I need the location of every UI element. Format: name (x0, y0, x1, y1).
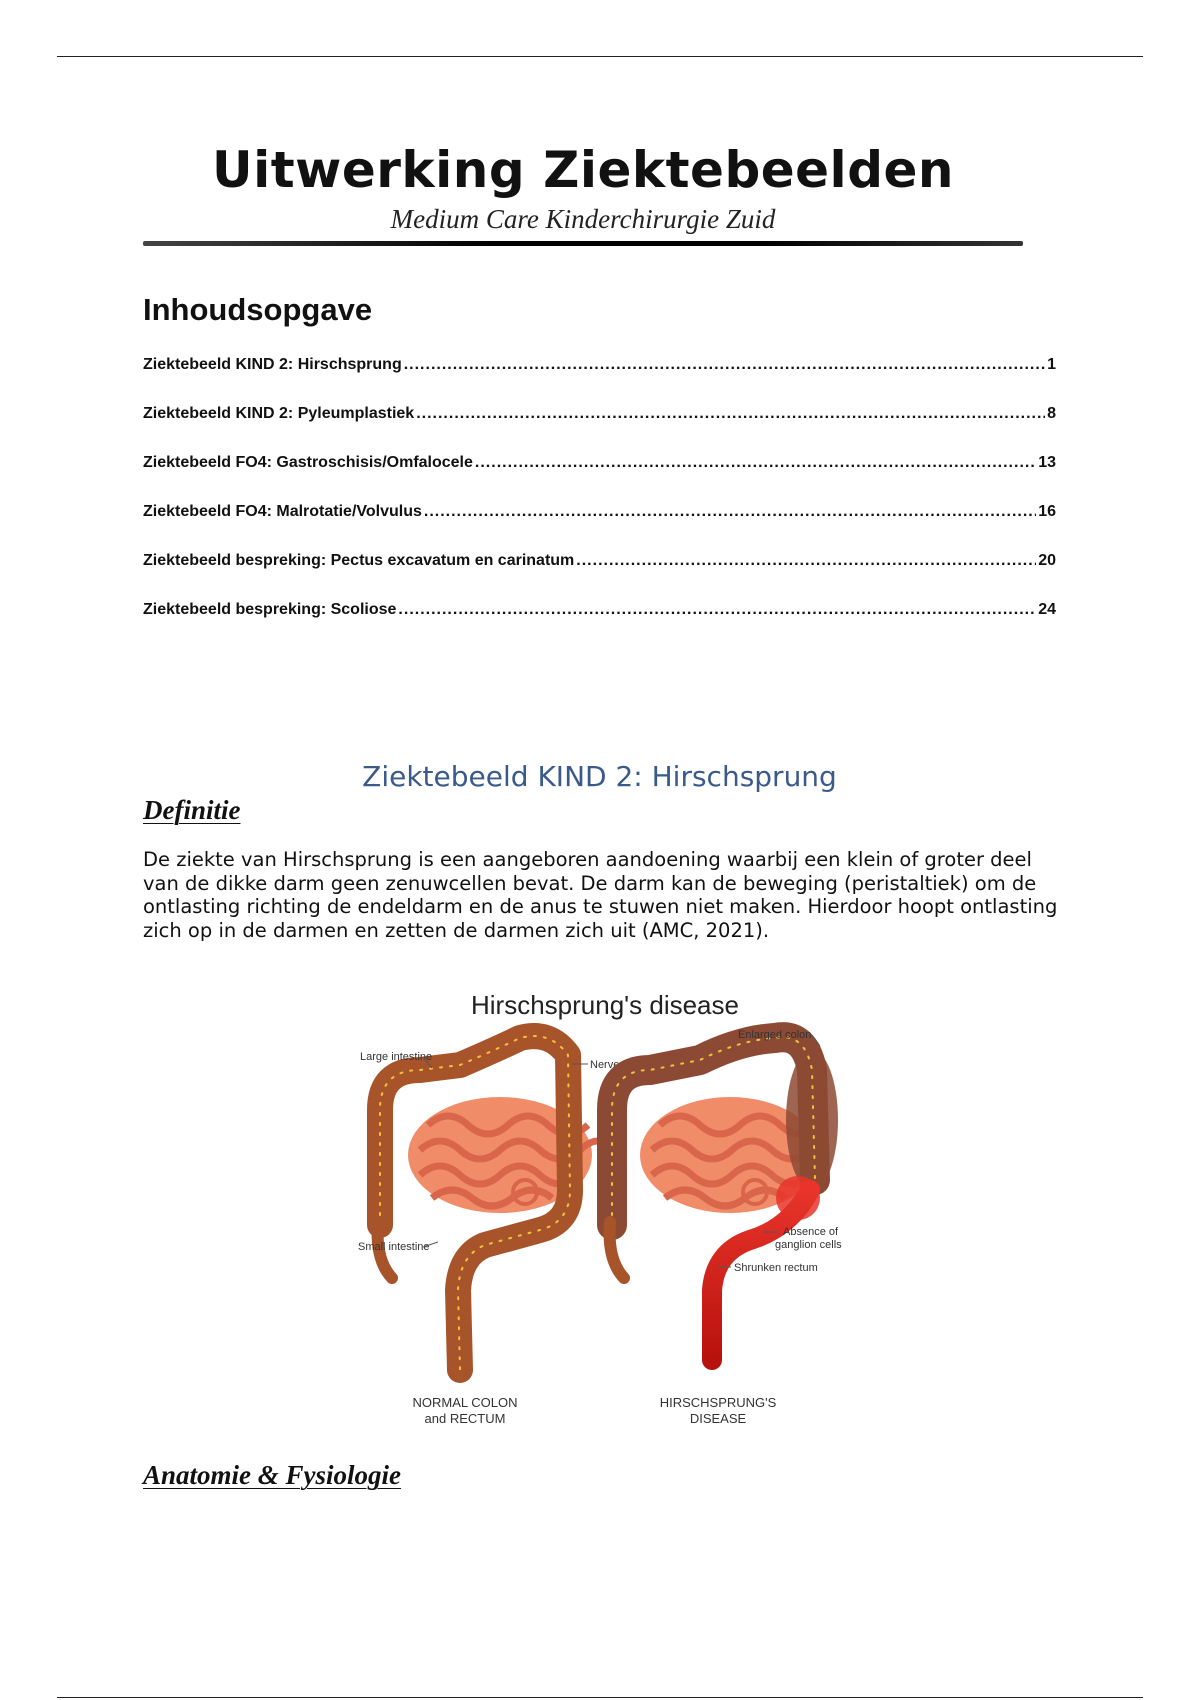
label-absence-line1: Absence of (783, 1226, 839, 1238)
caption-disease-line2: DISEASE (689, 1411, 747, 1426)
toc-entry[interactable] (143, 405, 1056, 454)
toc-entry-page[interactable]: 13 (1038, 454, 1056, 471)
toc-entry-page[interactable]: 24 (1038, 601, 1056, 618)
toc-entry[interactable] (143, 356, 1056, 405)
title-underline (143, 241, 1023, 246)
figure-title: Hirschsprung's disease (471, 990, 739, 1020)
label-enlarged-colon: Enlarged colon (738, 1029, 812, 1041)
toc-heading: Inhoudsopgave (143, 292, 373, 327)
label-nerves: Nerves (590, 1059, 625, 1071)
definition-heading: Definitie (143, 795, 241, 825)
toc-entry-title[interactable]: Ziektebeeld bespreking: Scoliose (143, 601, 397, 618)
document-title-block (143, 140, 1023, 234)
page-bottom-rule (57, 1697, 1143, 1698)
normal-colon-diagram (378, 1036, 610, 1370)
hirschsprung-colon-diagram (610, 1037, 838, 1360)
label-absence-line2: ganglion cells (775, 1239, 842, 1251)
caption-disease-line1: HIRSCHSPRUNG'S (659, 1395, 777, 1410)
toc-entry[interactable] (143, 552, 1056, 601)
label-small-intestine: Small intestine (358, 1241, 430, 1253)
toc-leader-dots (576, 552, 1036, 570)
table-of-contents (143, 356, 1056, 650)
page-top-rule (57, 56, 1143, 57)
toc-leader-dots (398, 601, 1036, 619)
toc-entry[interactable] (143, 503, 1056, 552)
toc-entry[interactable] (143, 454, 1056, 503)
definition-paragraph: De ziekte van Hirschsprung is een aangeboren aandoening waarbij een klein of groter deel van de dikke darm geen zenuwcellen bevat. De darm kan de beweging (peristaltiek) om de ontlasting richting de endeldarm en de anus te stuwen niet maken. Hierdoor hoopt ontlasting zich op in de darmen en zetten de darmen zich uit (AMC, 2021). (143, 848, 1058, 942)
toc-entry-page[interactable]: 8 (1047, 405, 1056, 422)
hirschsprung-figure (320, 960, 1060, 1430)
hirschsprung-illustration (320, 960, 1060, 1430)
toc-entry-title[interactable]: Ziektebeeld FO4: Malrotatie/Volvulus (143, 503, 422, 520)
toc-entry-page[interactable]: 20 (1038, 552, 1056, 569)
toc-entry-title[interactable]: Ziektebeeld KIND 2: Hirschsprung (143, 356, 402, 373)
toc-entry-title[interactable]: Ziektebeeld FO4: Gastroschisis/Omfalocele (143, 454, 473, 471)
section-heading: Ziektebeeld KIND 2: Hirschsprung (362, 760, 837, 793)
toc-entry-page[interactable]: 1 (1047, 356, 1056, 373)
shrunken-rectum (712, 1190, 810, 1360)
caption-normal-line1: NORMAL COLON (412, 1395, 518, 1410)
document-subtitle: Medium Care Kinderchirurgie Zuid (390, 204, 776, 234)
toc-entry-title[interactable]: Ziektebeeld bespreking: Pectus excavatum en carinatum (143, 552, 575, 569)
toc-leader-dots (404, 356, 1045, 374)
caption-normal-line2: and RECTUM (424, 1411, 506, 1426)
anatomy-heading: Anatomie & Fysiologie (143, 1460, 402, 1490)
toc-entry-title[interactable]: Ziektebeeld KIND 2: Pyleumplastiek (143, 405, 415, 422)
label-shrunken-rectum: Shrunken rectum (734, 1262, 818, 1274)
toc-entry-page[interactable]: 16 (1038, 503, 1056, 520)
toc-entry[interactable] (143, 601, 1056, 650)
toc-leader-dots (424, 503, 1036, 521)
label-large-intestine: Large intestine (360, 1051, 433, 1063)
toc-leader-dots (416, 405, 1045, 423)
document-title: Uitwerking Ziektebeelden (211, 141, 954, 199)
toc-leader-dots (475, 454, 1036, 472)
